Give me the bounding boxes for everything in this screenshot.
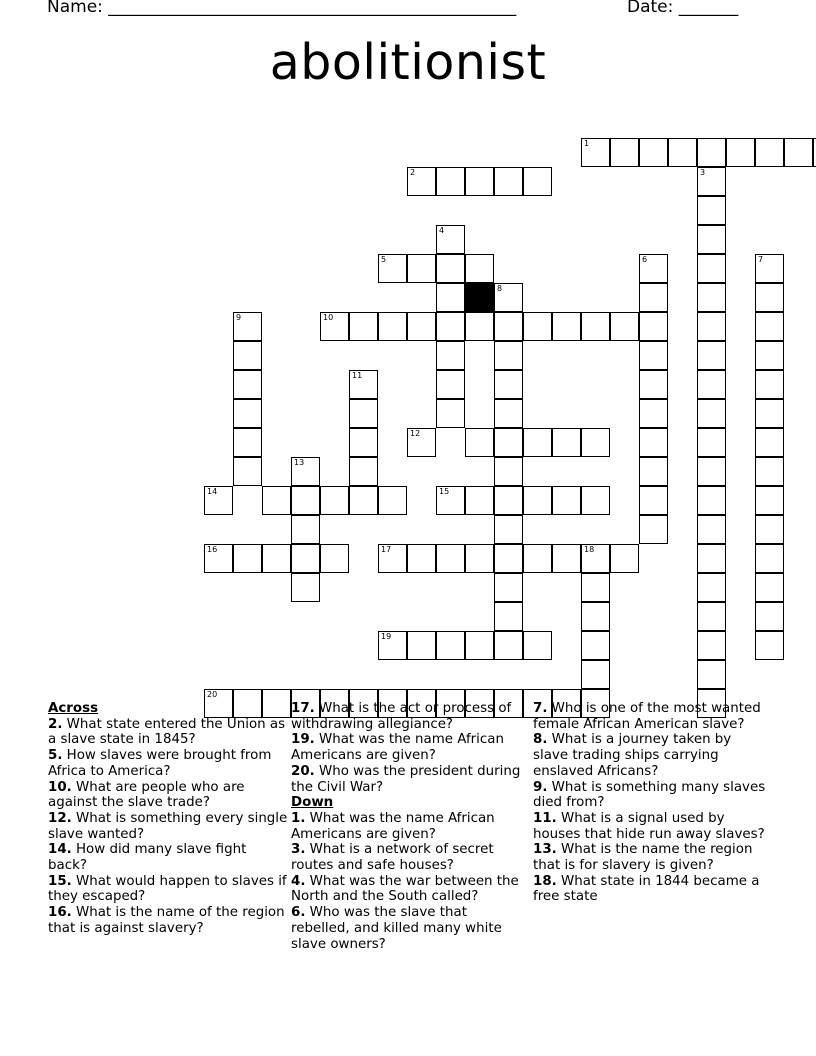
clue-item (291, 905, 521, 952)
crossword-cell[interactable] (523, 631, 552, 660)
crossword-cell[interactable] (291, 544, 320, 573)
crossword-cell[interactable] (581, 602, 610, 631)
crossword-cell[interactable] (581, 631, 610, 660)
crossword-cell[interactable] (233, 457, 262, 486)
crossword-cell[interactable] (697, 399, 726, 428)
crossword-cell[interactable] (494, 631, 523, 660)
crossword-cell[interactable] (697, 573, 726, 602)
crossword-cell[interactable] (378, 486, 407, 515)
clue-column-1 (48, 701, 288, 937)
crossword-cell[interactable] (407, 254, 436, 283)
crossword-cell[interactable] (523, 544, 552, 573)
crossword-cell[interactable] (465, 312, 494, 341)
crossword-cell[interactable] (639, 312, 668, 341)
crossword-cell[interactable] (378, 254, 407, 283)
crossword-cell[interactable] (494, 341, 523, 370)
crossword-cell[interactable] (465, 486, 494, 515)
crossword-cell[interactable] (291, 573, 320, 602)
crossword-cell[interactable] (755, 312, 784, 341)
crossword-cell[interactable] (349, 370, 378, 399)
crossword-cell[interactable] (639, 254, 668, 283)
clue-number: 16 (207, 545, 218, 554)
crossword-cell[interactable] (262, 486, 291, 515)
clue-number-label: 11. (533, 810, 557, 826)
clue-number-label: 17. (291, 701, 315, 716)
clue-number: 18 (584, 545, 595, 554)
crossword-cell[interactable] (697, 428, 726, 457)
crossword-cell[interactable] (697, 486, 726, 515)
crossword-cell[interactable] (204, 544, 233, 573)
page-title: abolitionist (269, 34, 547, 91)
across-heading: Across (48, 701, 99, 716)
clue-text: What are people who are against the slave trade? (48, 779, 245, 811)
down-clue-list (291, 811, 521, 952)
crossword-cell[interactable] (639, 341, 668, 370)
clue-item (533, 811, 768, 842)
clue-item (291, 701, 521, 732)
clue-number-label: 18. (533, 873, 557, 889)
crossword-cell[interactable] (436, 312, 465, 341)
clue-text: How did many slave fight back? (48, 842, 247, 874)
crossword-cell[interactable] (465, 254, 494, 283)
crossword-cell[interactable] (755, 631, 784, 660)
clue-item (533, 874, 768, 905)
crossword-cell[interactable] (697, 225, 726, 254)
clue-number: 20 (207, 690, 218, 699)
crossword-cell[interactable] (697, 283, 726, 312)
crossword-cell[interactable] (494, 167, 523, 196)
crossword-cell[interactable] (755, 486, 784, 515)
clue-text: Who is one of the most wanted female African American slave? (533, 701, 761, 732)
crossword-cell[interactable] (552, 312, 581, 341)
down-clue-list-continued (533, 701, 768, 905)
clue-text: What is a network of secret routes and safe houses? (291, 842, 494, 874)
clue-item (291, 732, 521, 763)
clue-number-label: 16. (48, 905, 72, 921)
crossword-cell[interactable] (494, 370, 523, 399)
clue-item (48, 811, 288, 842)
clue-item (533, 780, 768, 811)
clue-number: 15 (439, 487, 450, 496)
clue-number-label: 14. (48, 842, 72, 858)
clue-number: 4 (439, 226, 445, 235)
crossword-cell[interactable] (436, 486, 465, 515)
crossword-cell[interactable] (639, 486, 668, 515)
clue-number: 2 (410, 168, 416, 177)
clue-number: 19 (381, 632, 392, 641)
crossword-cell[interactable] (581, 486, 610, 515)
crossword-cell[interactable] (755, 457, 784, 486)
clue-number-label: 5. (48, 748, 63, 764)
clue-number: 8 (497, 284, 503, 293)
clue-item (291, 764, 521, 795)
crossword-cell[interactable] (755, 515, 784, 544)
clue-text: What was the war between the North and the South called? (291, 873, 519, 905)
crossword-cell[interactable] (697, 631, 726, 660)
clue-number-label: 8. (533, 732, 548, 748)
crossword-cell[interactable] (320, 544, 349, 573)
crossword-cell[interactable] (581, 544, 610, 573)
crossword-cell[interactable] (465, 428, 494, 457)
crossword-cell[interactable] (639, 399, 668, 428)
crossword-cell[interactable] (407, 544, 436, 573)
clue-text: What state in 1844 became a free state (533, 873, 760, 905)
crossword-cell[interactable] (523, 428, 552, 457)
crossword-cell[interactable] (697, 544, 726, 573)
crossword-cell[interactable] (639, 138, 668, 167)
clue-number-label: 4. (291, 873, 306, 889)
crossword-cell[interactable] (436, 167, 465, 196)
crossword-cell[interactable] (552, 486, 581, 515)
crossword-cell[interactable] (755, 399, 784, 428)
crossword-cell[interactable] (494, 602, 523, 631)
clue-number: 1 (584, 139, 590, 148)
crossword-cell[interactable] (755, 341, 784, 370)
clue-text: What is a signal used by houses that hide run away slaves? (533, 810, 765, 842)
clue-text: What is something many slaves died from? (533, 779, 766, 811)
crossword-cell[interactable] (407, 428, 436, 457)
crossword-cell[interactable] (233, 544, 262, 573)
crossword-cell[interactable] (755, 602, 784, 631)
crossword-cell[interactable] (639, 370, 668, 399)
clue-number: 11 (352, 371, 363, 380)
clue-number-label: 15. (48, 873, 72, 889)
crossword-cell[interactable] (639, 428, 668, 457)
crossword-cell[interactable] (494, 457, 523, 486)
crossword-cell[interactable] (320, 486, 349, 515)
name-field-label: Name: ________________________________________________ (47, 0, 517, 17)
clue-number-label: 13. (533, 842, 557, 858)
clue-item (48, 748, 288, 779)
crossword-cell[interactable] (378, 631, 407, 660)
crossword-cell[interactable] (436, 341, 465, 370)
clue-item (291, 811, 521, 842)
crossword-cell[interactable] (465, 167, 494, 196)
clue-item (533, 701, 768, 732)
clue-item (291, 842, 521, 873)
clue-number: 14 (207, 487, 218, 496)
down-heading: Down (291, 795, 334, 811)
clue-item (48, 905, 288, 936)
crossword-cell[interactable] (378, 312, 407, 341)
crossword-cell[interactable] (552, 544, 581, 573)
crossword-cell[interactable] (755, 573, 784, 602)
crossword-cell[interactable] (755, 138, 784, 167)
crossword-cell[interactable] (291, 457, 320, 486)
crossword-cell[interactable] (755, 283, 784, 312)
crossword-cell[interactable] (581, 138, 610, 167)
crossword-cell[interactable] (523, 167, 552, 196)
across-clue-list-continued (291, 701, 521, 795)
crossword-cell[interactable] (436, 370, 465, 399)
crossword-cell[interactable] (349, 486, 378, 515)
crossword-cell[interactable] (610, 312, 639, 341)
clue-item (291, 874, 521, 905)
crossword-cell[interactable] (407, 631, 436, 660)
clue-number-label: 2. (48, 716, 63, 732)
clue-number: 10 (323, 313, 334, 322)
clue-number-label: 9. (533, 779, 548, 795)
crossword-cell[interactable] (697, 254, 726, 283)
clue-item (48, 780, 288, 811)
crossword-cell[interactable] (581, 428, 610, 457)
crossword-cell[interactable] (639, 457, 668, 486)
clue-item (533, 842, 768, 873)
crossword-cell[interactable] (291, 515, 320, 544)
crossword-cell[interactable] (436, 399, 465, 428)
clue-number-label: 10. (48, 779, 72, 795)
crossword-cell[interactable] (233, 370, 262, 399)
crossword-cell[interactable] (349, 428, 378, 457)
clue-number: 12 (410, 429, 421, 438)
crossword-cell[interactable] (552, 428, 581, 457)
crossword-cell[interactable] (523, 486, 552, 515)
clue-number: 13 (294, 458, 305, 467)
crossword-cell[interactable] (465, 544, 494, 573)
date-field-label: Date: _______ (627, 0, 739, 17)
clue-number: 5 (381, 255, 387, 264)
crossword-cell[interactable] (291, 486, 320, 515)
crossword-cell[interactable] (233, 341, 262, 370)
clue-text: What is something every single slave wanted? (48, 810, 288, 842)
crossword-cell[interactable] (233, 312, 262, 341)
crossword-cell[interactable] (581, 312, 610, 341)
clue-text: Who was the president during the Civil War? (291, 763, 521, 795)
crossword-cell[interactable] (436, 631, 465, 660)
crossword-cell[interactable] (436, 283, 465, 312)
crossword-cell[interactable] (494, 283, 523, 312)
crossword-cell[interactable] (755, 544, 784, 573)
clue-number-label: 3. (291, 842, 306, 858)
clue-number-label: 7. (533, 701, 548, 716)
clue-number-label: 1. (291, 810, 306, 826)
clue-text: What is a journey taken by slave trading ships carrying enslaved Africans? (533, 732, 732, 779)
clue-number-label: 6. (291, 905, 306, 921)
across-clue-list (48, 717, 288, 937)
crossword-cell[interactable] (755, 428, 784, 457)
crossword-cell[interactable] (320, 312, 349, 341)
crossword-cell[interactable] (523, 312, 552, 341)
crossword-cell[interactable] (436, 225, 465, 254)
crossword-cell[interactable] (494, 312, 523, 341)
crossword-cell[interactable] (407, 312, 436, 341)
crossword-cell[interactable] (697, 602, 726, 631)
clue-text: What is the name the region that is for slavery is given? (533, 842, 753, 874)
crossword-cell[interactable] (581, 573, 610, 602)
crossword-cell[interactable] (639, 515, 668, 544)
clue-text: Who was the slave that rebelled, and killed many white slave owners? (291, 905, 502, 952)
crossword-cell[interactable] (436, 254, 465, 283)
crossword-cell[interactable] (755, 370, 784, 399)
clue-text: What would happen to slaves if they escaped? (48, 873, 287, 905)
crossword-cell[interactable] (494, 486, 523, 515)
crossword-cell[interactable] (465, 631, 494, 660)
clue-number: 9 (236, 313, 242, 322)
clue-item (533, 732, 768, 779)
crossword-cell[interactable] (407, 167, 436, 196)
clue-number-label: 20. (291, 763, 315, 779)
clue-item (48, 717, 288, 748)
crossword-cell[interactable] (697, 138, 726, 167)
crossword-cell[interactable] (697, 660, 726, 689)
clue-text: How slaves were brought from Africa to America? (48, 748, 272, 779)
crossword-cell[interactable] (697, 167, 726, 196)
blocked-cell (465, 283, 494, 312)
crossword-cell[interactable] (697, 515, 726, 544)
crossword-cell[interactable] (233, 428, 262, 457)
crossword-cell[interactable] (204, 486, 233, 515)
crossword-cell[interactable] (349, 312, 378, 341)
crossword-cell[interactable] (784, 138, 813, 167)
crossword-cell[interactable] (639, 283, 668, 312)
clue-number: 6 (642, 255, 648, 264)
crossword-cell[interactable] (378, 544, 407, 573)
clue-text: What was the name African Americans are given? (291, 732, 504, 764)
crossword-cell[interactable] (697, 457, 726, 486)
clue-number: 17 (381, 545, 392, 554)
crossword-cell[interactable] (697, 196, 726, 225)
clue-column-2 (291, 701, 521, 952)
crossword-cell[interactable] (697, 341, 726, 370)
clue-text: What is the name of the region that is against slavery? (48, 905, 285, 936)
crossword-cell[interactable] (755, 254, 784, 283)
clue-item (48, 874, 288, 905)
clue-number-label: 19. (291, 732, 315, 748)
clue-number-label: 12. (48, 810, 72, 826)
crossword-cell[interactable] (494, 515, 523, 544)
clue-column-3 (533, 701, 768, 905)
clue-text: What state entered the Union as a slave state in 1845? (48, 716, 286, 748)
clue-text: What is the act or process of withdrawing allegiance? (291, 701, 512, 732)
clue-number: 3 (700, 168, 706, 177)
crossword-cell[interactable] (494, 428, 523, 457)
crossword-cell[interactable] (581, 660, 610, 689)
clue-text: What was the name African Americans are given? (291, 810, 495, 842)
crossword-cell[interactable] (349, 457, 378, 486)
crossword-cell[interactable] (349, 399, 378, 428)
crossword-cell[interactable] (494, 399, 523, 428)
crossword-cell[interactable] (233, 399, 262, 428)
crossword-cell[interactable] (610, 138, 639, 167)
crossword-cell[interactable] (697, 370, 726, 399)
crossword-cell[interactable] (436, 544, 465, 573)
crossword-cell[interactable] (610, 544, 639, 573)
clue-number: 7 (758, 255, 764, 264)
crossword-cell[interactable] (262, 544, 291, 573)
crossword-cell[interactable] (726, 138, 755, 167)
crossword-cell[interactable] (494, 573, 523, 602)
crossword-cell[interactable] (494, 544, 523, 573)
clue-item (48, 842, 288, 873)
crossword-cell[interactable] (697, 312, 726, 341)
crossword-cell[interactable] (668, 138, 697, 167)
